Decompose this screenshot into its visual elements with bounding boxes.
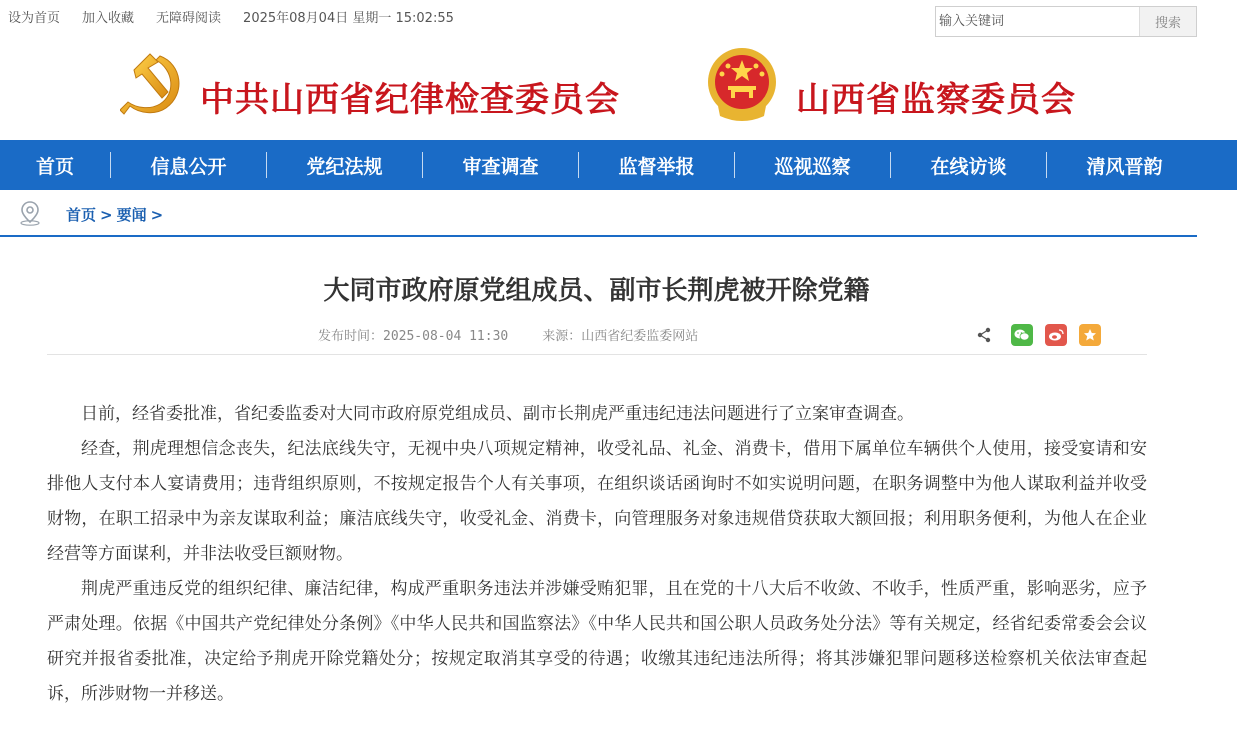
breadcrumb-separator: > <box>150 206 164 224</box>
search-input[interactable] <box>936 7 1139 36</box>
search-box <box>935 6 1197 37</box>
breadcrumb-links <box>66 204 167 225</box>
breadcrumb-home[interactable]: 首页 <box>66 206 97 224</box>
breadcrumb-news[interactable]: 要闻 <box>116 206 147 224</box>
article-meta <box>318 325 732 344</box>
hammer-sickle-icon <box>120 50 188 120</box>
national-emblem-icon <box>706 46 778 122</box>
nav-item-home[interactable]: 首页 <box>35 155 74 178</box>
nav-item-report[interactable]: 监督举报 <box>618 155 695 178</box>
nav-item-culture[interactable]: 清风晋韵 <box>1086 155 1163 178</box>
meta-divider <box>47 354 1147 355</box>
nav-item-info-disclosure[interactable]: 信息公开 <box>150 155 227 178</box>
nav-item-investigation[interactable]: 审查调查 <box>462 155 539 178</box>
location-pin-icon <box>18 200 42 226</box>
top-bar <box>0 0 1237 36</box>
breadcrumb <box>0 190 1197 237</box>
nav-item-online-interview[interactable]: 在线访谈 <box>930 155 1007 178</box>
top-links <box>8 7 476 26</box>
article-paragraph: 日前，经省委批准，省纪委监委对大同市政府原党组成员、副市长荆虎严重违纪违法问题进行了立案审查调查。 <box>81 404 914 424</box>
set-homepage-link[interactable]: 设为首页 <box>8 11 61 26</box>
publish-time: 发布时间：2025-08-04 11:30 <box>318 329 509 344</box>
main-nav <box>0 140 1237 190</box>
article-body <box>47 397 1147 712</box>
article-source: 来源：山西省纪委监委网站 <box>542 329 699 344</box>
supervision-commission-title: 山西省监察委员会 <box>796 80 1076 120</box>
site-header <box>0 36 1237 140</box>
search-button[interactable]: 搜索 <box>1139 7 1196 36</box>
article-title: 大同市政府原党组成员、副市长荆虎被开除党籍 <box>323 276 870 306</box>
party-commission-title: 中共山西省纪律检查委员会 <box>200 80 620 120</box>
nav-item-inspection[interactable]: 巡视巡察 <box>774 155 851 178</box>
share-icon[interactable] <box>973 324 995 346</box>
accessibility-link[interactable]: 无障碍阅读 <box>156 11 222 26</box>
article-paragraph: 经查，荆虎理想信念丧失，纪法底线失守，无视中央八项规定精神，收受礼品、礼金、消费卡，借用下属单位车辆供个人使用，接受宴请和安排他人支付本人宴请费用；违背组织原则，不按规定报告个人有关事项，在组织谈话函询时不如实说明问题，在职务调整中为他人谋取利益并收受财物，在职工招录中为亲友谋取利益；廉洁底线失守，收受礼金、消费卡，向管理服务对象违规借贷获取大额回报；利用职务便利，为他人在企业经营等方面谋利，并非法收受巨额财物。 <box>47 439 1147 564</box>
nav-item-regulations[interactable]: 党纪法规 <box>306 155 383 178</box>
article-paragraph: 荆虎严重违反党的组织纪律、廉洁纪律，构成严重职务违法并涉嫌受贿犯罪，且在党的十八大后不收敛、不收手，性质严重，影响恶劣，应予严肃处理。依据《中国共产党纪律处分条例》《中华人民共和国监察法》《中华人民共和国公职人员政务处分法》等有关规定，经省纪委常委会会议研究并报省委批准，决定给予荆虎开除党籍处分；按规定取消其享受的待遇；收缴其违纪违法所得；将其涉嫌犯罪问题移送检察机关依法审查起诉，所涉财物一并移送。 <box>47 579 1147 704</box>
current-datetime: 2025年08月04日 星期一 15:02:55 <box>243 11 454 26</box>
favorite-icon[interactable] <box>1079 324 1101 346</box>
breadcrumb-separator: > <box>100 206 113 224</box>
weibo-icon[interactable] <box>1045 324 1067 346</box>
add-favorite-link[interactable]: 加入收藏 <box>82 11 135 26</box>
wechat-icon[interactable] <box>1011 324 1033 346</box>
